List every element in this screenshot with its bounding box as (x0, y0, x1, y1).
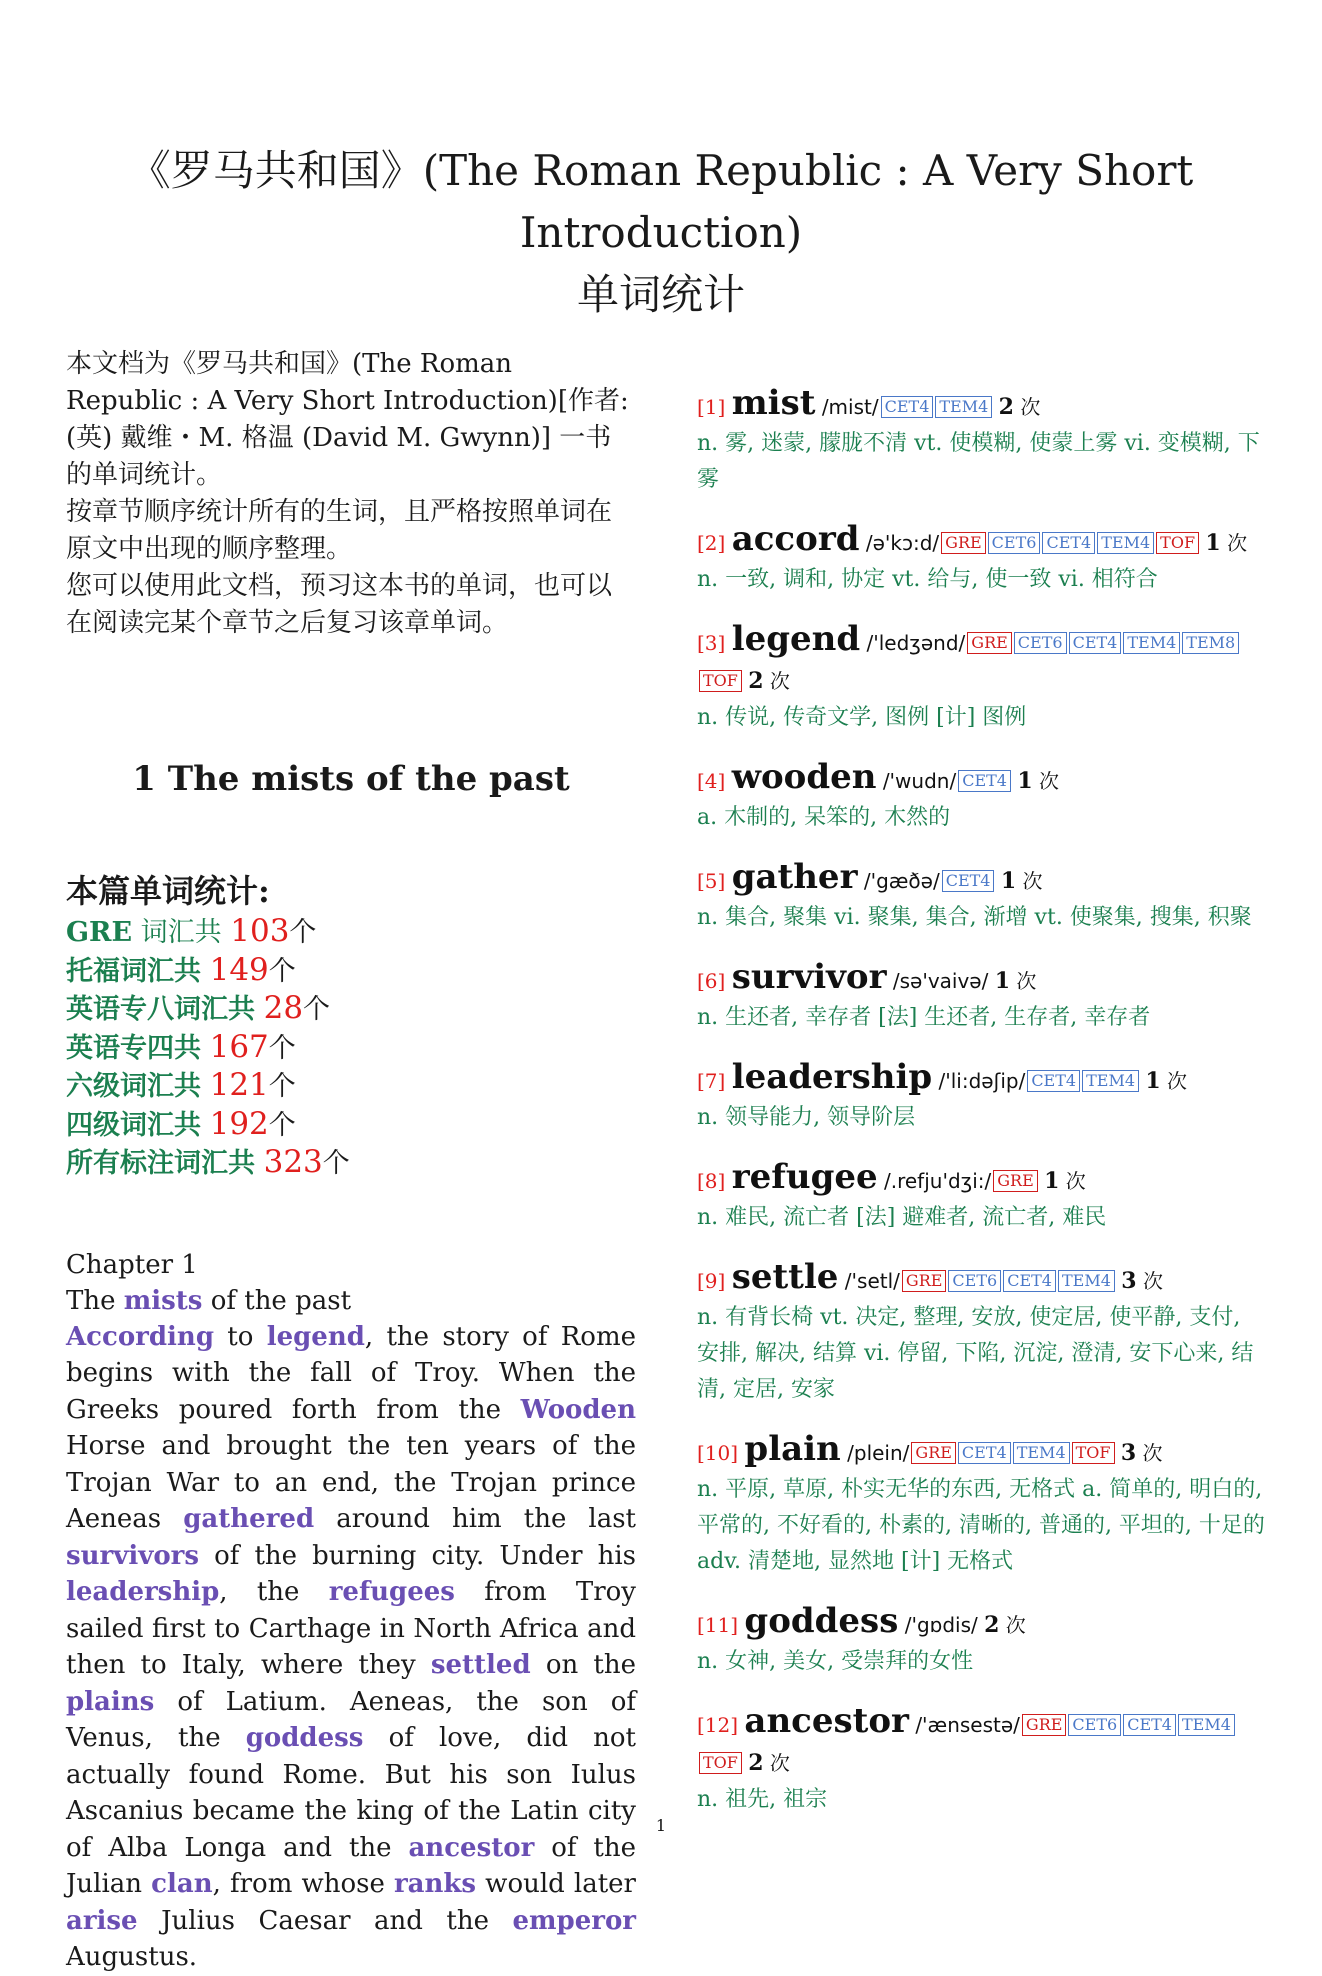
stat-row (66, 1067, 636, 1106)
vocab-count: 1 (1000, 868, 1017, 894)
passage-text: , the (219, 1577, 329, 1607)
vocab-phonetic: /.refju'dʒi:/ (884, 1169, 992, 1193)
exam-tag: GRE (1022, 1714, 1067, 1736)
exam-tag: TOF (1072, 1442, 1115, 1464)
highlighted-word[interactable]: According (66, 1321, 215, 1352)
exam-tag: CET4 (942, 870, 995, 892)
vocab-definition: n. 祖先, 祖宗 (697, 1787, 828, 1812)
vocab-head (697, 1258, 1267, 1300)
highlighted-word[interactable]: legend (266, 1321, 365, 1352)
stat-label: 所有标注词汇共 (66, 1148, 255, 1179)
highlighted-word[interactable]: clan (151, 1869, 213, 1899)
vocab-index: [9] (697, 1269, 726, 1293)
vocab-entry (697, 520, 1267, 598)
vocab-entry (697, 1058, 1267, 1136)
exam-tag: CET4 (881, 396, 934, 418)
vocab-head (697, 1602, 1267, 1644)
stat-row (66, 1106, 636, 1145)
highlighted-word[interactable]: leadership (66, 1577, 220, 1607)
vocab-definition: n. 有背长椅 vt. 决定, 整理, 安放, 使定居, 使平静, 支付, 安排, 解决, 结算 vi. 停留, 下陷, 沉淀, 澄清, 安下心来, 结清, 定居, 安家 (697, 1305, 1254, 1402)
stat-unit: 个 (303, 994, 331, 1025)
highlighted-word[interactable]: refugees (328, 1577, 455, 1607)
stat-label-tail (201, 1033, 210, 1064)
exam-tag: GRE (993, 1170, 1038, 1192)
vocab-word: leadership (731, 1057, 933, 1097)
stat-label-tail: 词汇共 (132, 917, 231, 948)
vocab-entry (697, 1702, 1267, 1818)
count-suffix: 次 (1142, 1441, 1163, 1465)
vocab-count: 1 (1017, 768, 1033, 794)
highlighted-word[interactable]: ranks (393, 1869, 477, 1899)
vocab-entry (697, 1158, 1267, 1236)
stat-row (66, 952, 636, 991)
exam-tag: CET4 (1123, 1714, 1176, 1736)
intro-paragraph-1: 本文档为《罗马共和国》(The Roman Republic : A Very Short Introduction)[作者: (英) 戴维・M. 格温 (David M. Gwynn)] 一书的单词统计。 (66, 349, 629, 490)
vocab-phonetic: /'wudn/ (882, 769, 957, 793)
vocab-word: refugee (731, 1157, 878, 1197)
vocab-word: accord (731, 519, 860, 559)
vocab-phonetic: /'ænsestə/ (915, 1713, 1020, 1737)
vocab-entry (697, 384, 1267, 498)
vocab-definition: n. 雾, 迷蒙, 朦胧不清 vt. 使模糊, 使蒙上雾 vi. 变模糊, 下雾 (697, 431, 1260, 492)
vocab-head (697, 620, 1267, 700)
highlighted-word[interactable]: survivors (66, 1540, 200, 1571)
stats-list (66, 913, 636, 1183)
vocab-index: [11] (697, 1613, 739, 1637)
stat-label-tail (201, 1071, 210, 1102)
vocab-index: [10] (697, 1441, 739, 1465)
exam-tag: TOF (699, 1752, 742, 1774)
vocab-word: mist (731, 383, 816, 423)
vocab-definition: n. 集合, 聚集 vi. 聚集, 集合, 渐增 vt. 使聚集, 搜集, 积聚 (697, 905, 1252, 930)
vocab-definition: a. 木制的, 呆笨的, 木然的 (697, 805, 951, 830)
stat-label: 英语专八词汇共 (66, 994, 255, 1025)
passage-text: of the Julian (66, 1832, 636, 1899)
vocab-word: legend (731, 619, 861, 659)
count-suffix: 次 (769, 1751, 790, 1775)
stat-count: 103 (230, 913, 290, 949)
vocab-phonetic: /mist/ (821, 395, 879, 419)
chapter-sub-highlight[interactable]: mists (123, 1285, 203, 1316)
vocab-entry (697, 620, 1267, 736)
vocab-head (697, 758, 1267, 800)
vocab-head (697, 1702, 1267, 1782)
exam-tag: GRE (967, 632, 1012, 654)
chapter-heading: 1 The mists of the past (132, 759, 570, 799)
exam-tag: CET6 (1014, 632, 1067, 654)
highlighted-word[interactable]: plains (66, 1686, 155, 1717)
exam-tag: CET6 (988, 532, 1041, 554)
intro-paragraph-2: 按章节顺序统计所有的生词，且严格按照单词在原文中出现的顺序整理。 (66, 497, 613, 564)
exam-tag: GRE (941, 532, 986, 554)
exam-tag: CET6 (1068, 1714, 1121, 1736)
vocab-entry (697, 858, 1267, 936)
vocab-count: 2 (998, 394, 1014, 420)
vocab-phonetic: /plein/ (847, 1441, 910, 1465)
exam-tag: GRE (902, 1270, 947, 1292)
vocabulary-list (697, 384, 1267, 1840)
exam-tag: CET4 (958, 770, 1011, 792)
stat-row (66, 1029, 636, 1068)
vocab-definition: n. 难民, 流亡者 [法] 避难者, 流亡者, 难民 (697, 1205, 1107, 1230)
vocab-definition: n. 传说, 传奇文学, 图例 [计] 图例 (697, 705, 1027, 730)
vocab-index: [3] (697, 631, 726, 655)
passage-text: from Troy sailed first to Carthage in North Africa and then to Italy, where they (66, 1577, 636, 1680)
vocab-count: 1 (1205, 530, 1221, 556)
vocab-head (697, 858, 1267, 900)
document-title (40, 140, 1282, 326)
vocab-count: 2 (748, 1750, 764, 1776)
vocab-phonetic: /'li:dəʃip/ (938, 1069, 1026, 1093)
exam-tag: CET4 (1069, 632, 1122, 654)
vocab-word: ancestor (744, 1701, 909, 1741)
chapter-label: Chapter 1 (66, 1249, 198, 1280)
stat-label: 托福词汇共 (66, 955, 201, 987)
highlighted-word[interactable]: arise (66, 1905, 138, 1936)
passage-text: of love, did not actually found Rome. But his son Iulus Ascanius became the king of the Latin city of Alba Longa and the (66, 1723, 637, 1863)
chapter-sub-post: of the past (202, 1285, 352, 1316)
vocab-definition: n. 一致, 调和, 协定 vt. 给与, 使一致 vi. 相符合 (697, 567, 1158, 592)
vocab-definition: n. 生还者, 幸存者 [法] 生还者, 生存者, 幸存者 (697, 1005, 1151, 1030)
vocab-index: [7] (697, 1069, 726, 1093)
passage-text: of Latium. Aeneas, the son of Venus, the (66, 1686, 636, 1753)
stat-row (66, 990, 636, 1029)
exam-tag: TEM4 (1097, 532, 1154, 554)
vocab-word: settle (731, 1257, 839, 1297)
count-suffix: 次 (1065, 1169, 1086, 1193)
vocab-definition: n. 领导能力, 领导阶层 (697, 1105, 916, 1130)
vocab-entry (697, 958, 1267, 1036)
stat-unit: 个 (268, 1109, 296, 1141)
stat-unit: 个 (268, 955, 296, 987)
passage-text: Julius Caesar and the (137, 1905, 513, 1936)
vocab-entry (697, 1258, 1267, 1408)
vocab-word: survivor (731, 957, 887, 997)
exam-tag: TEM8 (1182, 632, 1239, 654)
stat-label-tail (255, 994, 264, 1025)
exam-tag: CET4 (1003, 1270, 1056, 1292)
stat-count: 167 (209, 1028, 269, 1065)
exam-tag: CET4 (1042, 532, 1095, 554)
exam-tag: TEM4 (1058, 1270, 1115, 1292)
vocab-index: [2] (697, 531, 726, 555)
vocab-index: [6] (697, 969, 726, 993)
stat-count: 192 (209, 1105, 269, 1142)
passage-text: Horse and brought the ten years of the Trojan War to an end, the Trojan prince Aeneas (66, 1431, 636, 1534)
title-line-1: 《罗马共和国》(The Roman Republic : A Very Short Introduction) (128, 146, 1194, 257)
stat-unit: 个 (322, 1148, 350, 1179)
exam-tag: CET6 (948, 1270, 1001, 1292)
count-suffix: 次 (1039, 769, 1060, 793)
count-suffix: 次 (1142, 1269, 1163, 1293)
highlighted-word[interactable]: ancestor (408, 1832, 535, 1863)
vocab-word: wooden (731, 757, 877, 797)
vocab-index: [4] (697, 769, 726, 793)
vocab-word: gather (731, 857, 858, 897)
vocab-phonetic: /'gæðə/ (863, 869, 940, 893)
stat-label-tail (255, 1148, 264, 1179)
vocab-count: 3 (1120, 1440, 1137, 1466)
vocab-index: [8] (697, 1169, 726, 1193)
passage-text: would later (476, 1869, 636, 1899)
vocab-count: 2 (748, 668, 764, 694)
passage-text: , the story of Rome begins with the fall of Troy. When the Greeks poured forth from the (66, 1321, 636, 1425)
exam-tag: TEM4 (1082, 1070, 1139, 1092)
stats-title: 本篇单词统计: (66, 872, 270, 910)
exam-tag: CET4 (1027, 1070, 1080, 1092)
stat-count: 149 (209, 951, 269, 988)
vocab-count: 1 (994, 968, 1011, 994)
passage-text: to (214, 1321, 267, 1352)
count-suffix: 次 (1005, 1613, 1026, 1637)
stat-count: 323 (263, 1144, 323, 1180)
vocab-head (697, 1430, 1267, 1472)
page-number: 1 (655, 1816, 667, 1835)
exam-tag: GRE (911, 1442, 956, 1464)
exam-tag: CET4 (958, 1442, 1011, 1464)
vocab-entry (697, 758, 1267, 836)
highlighted-word[interactable]: settled (430, 1650, 531, 1680)
exam-tag: TEM4 (935, 396, 992, 418)
intro (66, 346, 636, 642)
stat-unit: 个 (268, 1071, 296, 1102)
count-suffix: 次 (1020, 395, 1041, 419)
stat-unit: 个 (268, 1032, 296, 1064)
passage-text: on the (530, 1650, 636, 1680)
vocab-definition: n. 女神, 美女, 受崇拜的女性 (697, 1649, 974, 1674)
count-suffix: 次 (769, 669, 790, 693)
vocab-head (697, 1158, 1267, 1200)
vocab-index: [1] (697, 395, 726, 419)
vocab-phonetic: /ə'kɔ:d/ (865, 531, 940, 555)
highlighted-word[interactable]: emperor (512, 1905, 636, 1936)
stat-row (66, 1144, 636, 1183)
passage-text: Augustus. (66, 1942, 198, 1972)
vocab-head (697, 958, 1267, 1000)
highlighted-word[interactable]: gathered (183, 1504, 315, 1534)
exam-tag: TEM4 (1178, 1714, 1235, 1736)
left-column (66, 346, 636, 1976)
vocab-entry (697, 1602, 1267, 1680)
chapter-passage (66, 1319, 636, 1976)
chapter-subtitle (66, 1283, 636, 1319)
vocab-phonetic: /sə'vaivə/ (892, 969, 989, 993)
vocab-head (697, 1058, 1267, 1100)
title-line-2: 单词统计 (576, 270, 745, 319)
exam-tag: TOF (699, 670, 742, 692)
vocab-count: 1 (1044, 1168, 1060, 1194)
stat-row (66, 913, 636, 952)
count-suffix: 次 (1167, 1069, 1188, 1093)
vocab-word: goddess (744, 1601, 899, 1641)
vocab-count: 3 (1121, 1268, 1137, 1294)
vocab-index: [12] (697, 1713, 739, 1737)
passage-text: , from whose (212, 1869, 394, 1899)
intro-paragraph-3: 您可以使用此文档，预习这本书的单词，也可以在阅读完某个章节之后复习该章单词。 (66, 571, 613, 638)
stat-label-tail (201, 956, 210, 987)
vocab-index: [5] (697, 869, 726, 893)
passage-text: around him the last (314, 1504, 637, 1534)
chapter-sub-pre: The (66, 1285, 124, 1316)
stat-count: 28 (263, 990, 304, 1026)
highlighted-word[interactable]: goddess (245, 1723, 364, 1753)
vocab-word: plain (744, 1429, 841, 1469)
exam-tag: TEM4 (1123, 632, 1180, 654)
stat-label: 六级词汇共 (66, 1071, 201, 1102)
count-suffix: 次 (1022, 869, 1043, 893)
vocab-phonetic: /'setl/ (844, 1269, 900, 1293)
stat-unit: 个 (289, 917, 317, 948)
stat-label-tail (201, 1110, 210, 1141)
stat-label: GRE (66, 917, 133, 948)
vocab-phonetic: /'ledʒənd/ (866, 631, 966, 655)
count-suffix: 次 (1227, 531, 1248, 555)
highlighted-word[interactable]: Wooden (520, 1394, 636, 1425)
vocab-entry (697, 1430, 1267, 1580)
stat-label: 英语专四共 (66, 1032, 201, 1064)
count-suffix: 次 (1016, 969, 1037, 993)
exam-tag: TOF (1156, 532, 1199, 554)
vocab-definition: n. 平原, 草原, 朴实无华的东西, 无格式 a. 简单的, 明白的, 平常的, 不好看的, 朴素的, 清晰的, 普通的, 平坦的, 十足的 adv. 清楚地, 显然地 [计] 无格式 (697, 1477, 1265, 1574)
stat-label: 四级词汇共 (66, 1109, 201, 1141)
vocab-phonetic: /'gɒdis/ (904, 1613, 978, 1637)
vocab-count: 2 (984, 1612, 1000, 1638)
vocab-head (697, 520, 1267, 562)
passage-text: of the burning city. Under his (199, 1540, 636, 1571)
stat-count: 121 (209, 1067, 269, 1103)
vocab-count: 1 (1145, 1068, 1161, 1094)
exam-tag: TEM4 (1013, 1442, 1070, 1464)
vocab-head (697, 384, 1267, 426)
